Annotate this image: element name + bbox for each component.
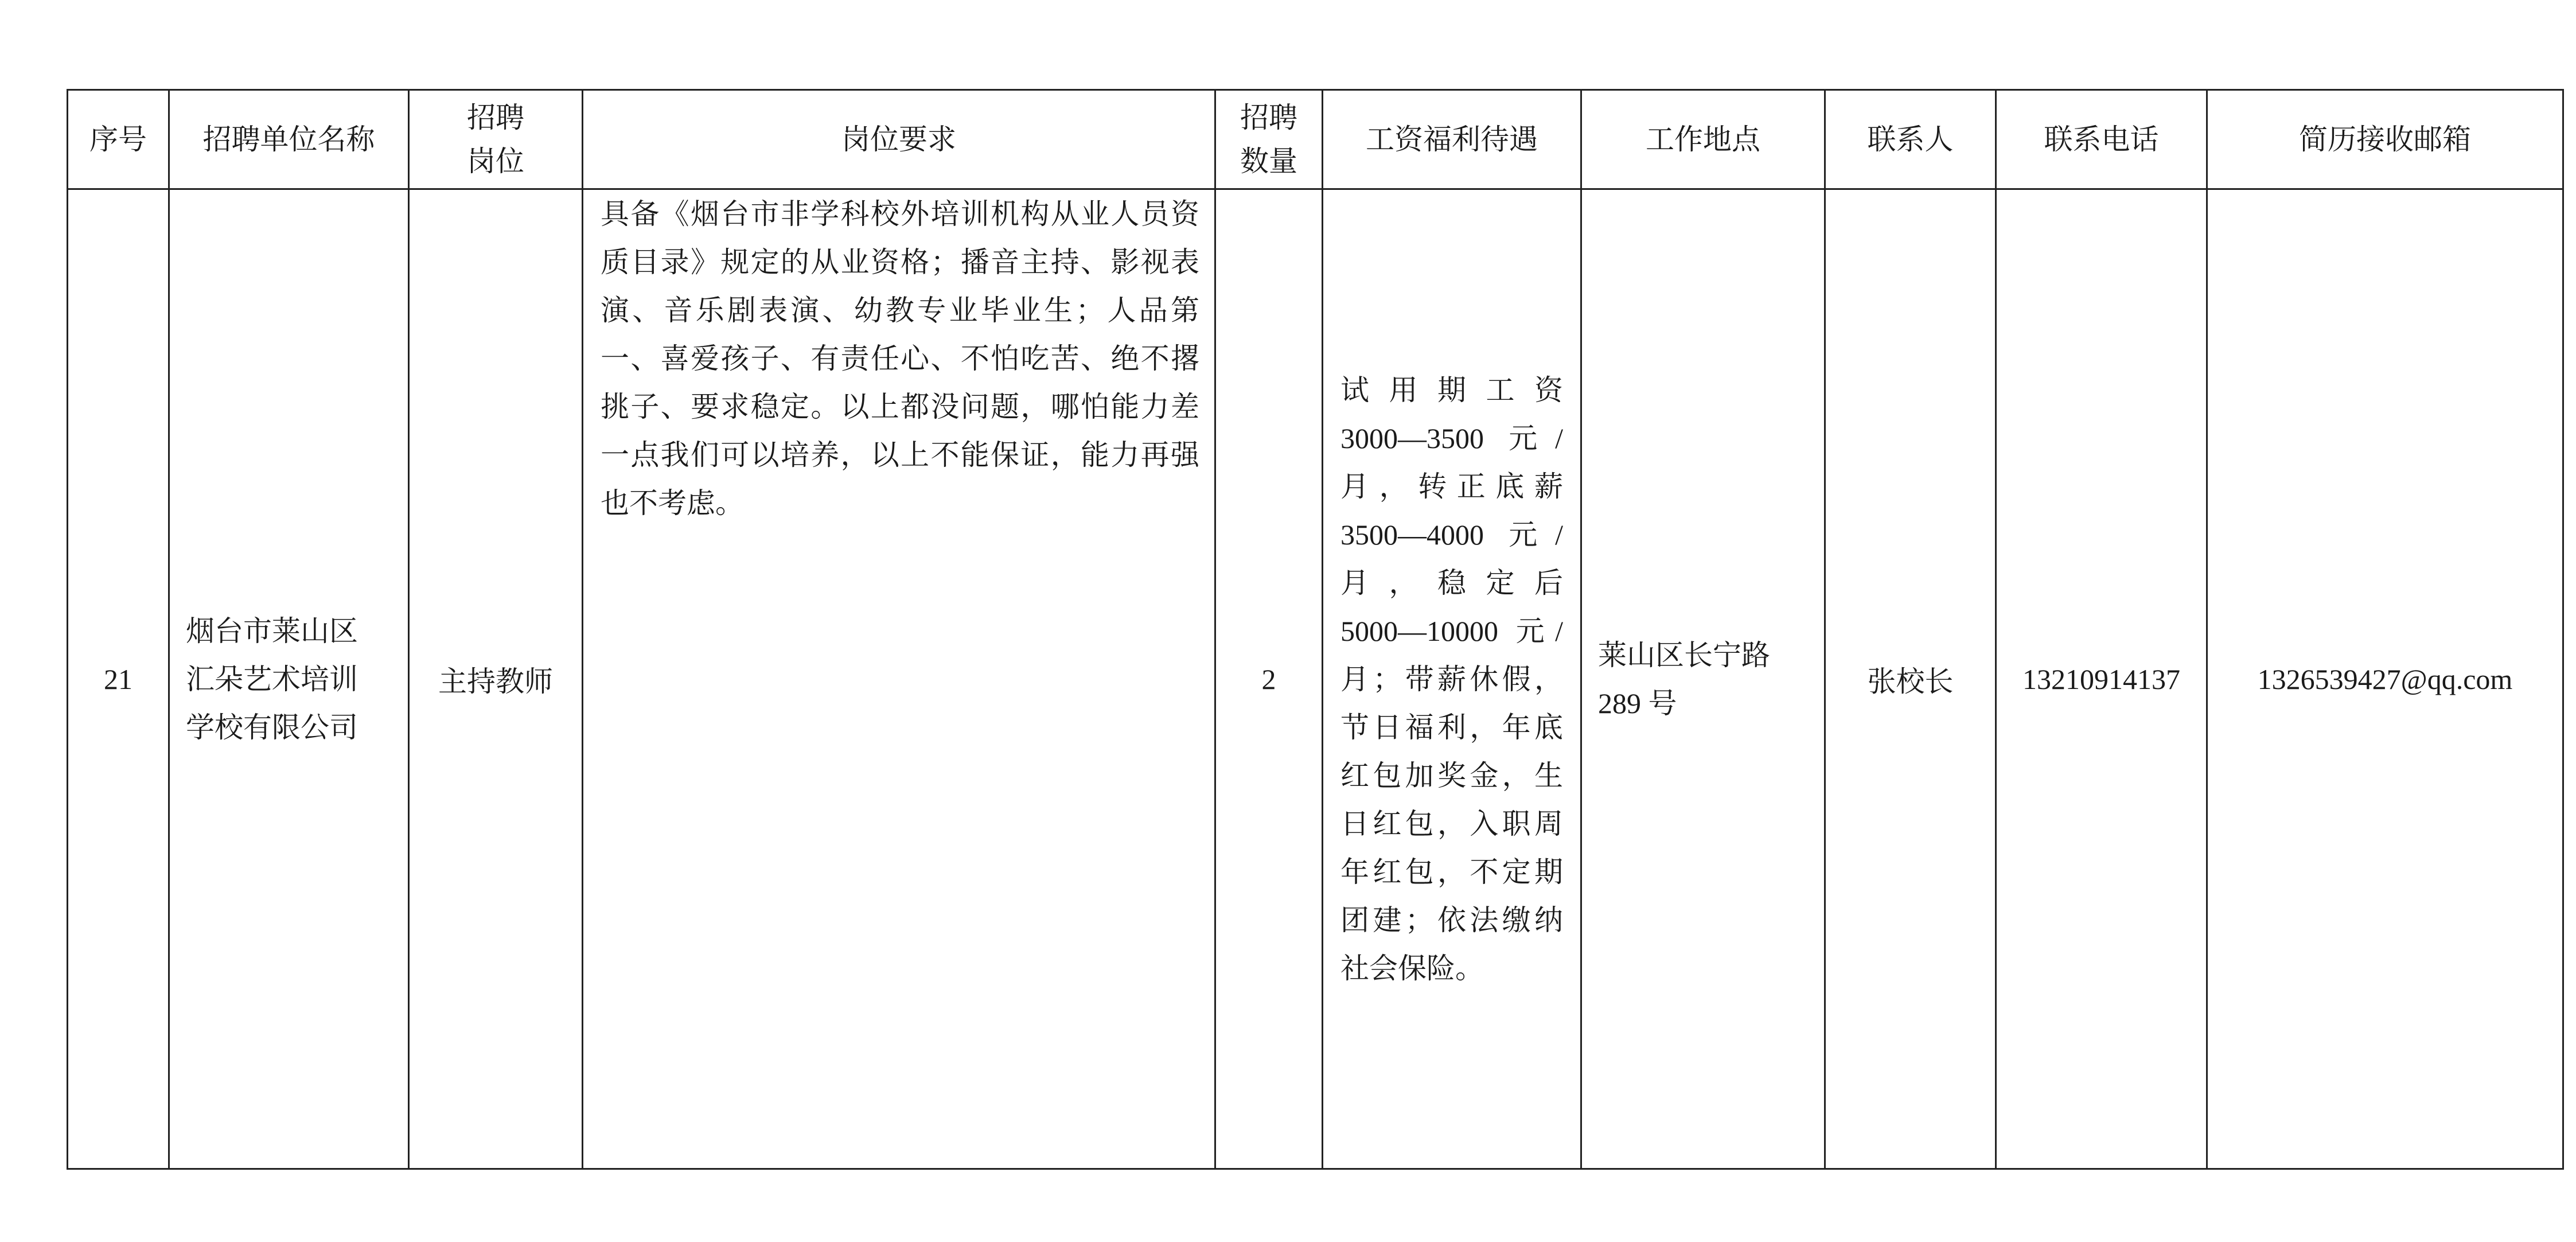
location-line: 莱山区长宁路 xyxy=(1598,638,1770,671)
salary-line: 月，转正底薪 xyxy=(1340,470,1563,503)
header-position-line2: 岗位 xyxy=(467,145,524,178)
header-count xyxy=(1215,90,1323,189)
requirements-text: 具备《烟台市非学科校外培训机构从业人员资质目录》规定的从业资格；播音主持、影视表演、音乐剧表演、幼教专业毕业生；人品第一、喜爱孩子、有责任心、不怕吃苦、绝不撂挑子、要求稳定。以上都没问题，哪怕能力差一点我们可以培养，以上不能保证，能力再强也不考虑。 xyxy=(601,198,1199,519)
header-email: 简历接收邮箱 xyxy=(2207,90,2563,189)
salary-line: 5000—10000 元/ xyxy=(1340,614,1563,647)
cell-requirements xyxy=(583,189,1215,1169)
header-position xyxy=(409,90,583,189)
cell-seq: 21 xyxy=(68,189,169,1169)
cell-company xyxy=(169,189,409,1169)
cell-location xyxy=(1581,189,1825,1169)
salary-line: 团建；依法缴纳 xyxy=(1340,904,1563,936)
company-line: 学校有限公司 xyxy=(186,711,358,743)
location-line: 289 号 xyxy=(1598,687,1677,719)
salary-line: 日红包，入职周 xyxy=(1340,807,1563,840)
salary-line: 试用期工资 xyxy=(1340,373,1563,406)
company-line: 烟台市莱山区 xyxy=(186,614,358,647)
header-position-line1: 招聘 xyxy=(467,101,524,134)
header-row xyxy=(68,90,2563,189)
salary-line: 年红包，不定期 xyxy=(1340,855,1563,888)
cell-email: 1326539427@qq.com xyxy=(2207,189,2563,1169)
header-count-line2: 数量 xyxy=(1240,145,1297,178)
cell-contact: 张校长 xyxy=(1825,189,1996,1169)
salary-line: 红包加奖金，生 xyxy=(1340,759,1563,792)
header-location: 工作地点 xyxy=(1581,90,1825,189)
company-line: 汇朵艺术培训 xyxy=(186,663,358,695)
table-row xyxy=(68,189,2563,1169)
recruitment-table xyxy=(67,89,2564,1170)
salary-line: 社会保险。 xyxy=(1340,952,1484,984)
header-count-line1: 招聘 xyxy=(1240,101,1297,134)
cell-salary xyxy=(1323,189,1581,1169)
header-requirements: 岗位要求 xyxy=(583,90,1215,189)
salary-line: 3000—3500 元/ xyxy=(1340,422,1563,454)
salary-line: 月，稳定后 xyxy=(1340,566,1563,599)
header-contact: 联系人 xyxy=(1825,90,1996,189)
header-company: 招聘单位名称 xyxy=(169,90,409,189)
cell-position: 主持教师 xyxy=(409,189,583,1169)
header-phone: 联系电话 xyxy=(1996,90,2207,189)
header-salary: 工资福利待遇 xyxy=(1323,90,1581,189)
salary-line: 月；带薪休假， xyxy=(1340,663,1563,695)
salary-line: 节日福利，年底 xyxy=(1340,711,1563,743)
header-seq: 序号 xyxy=(68,90,169,189)
cell-count: 2 xyxy=(1215,189,1323,1169)
cell-phone: 13210914137 xyxy=(1996,189,2207,1169)
salary-line: 3500—4000 元/ xyxy=(1340,518,1563,551)
